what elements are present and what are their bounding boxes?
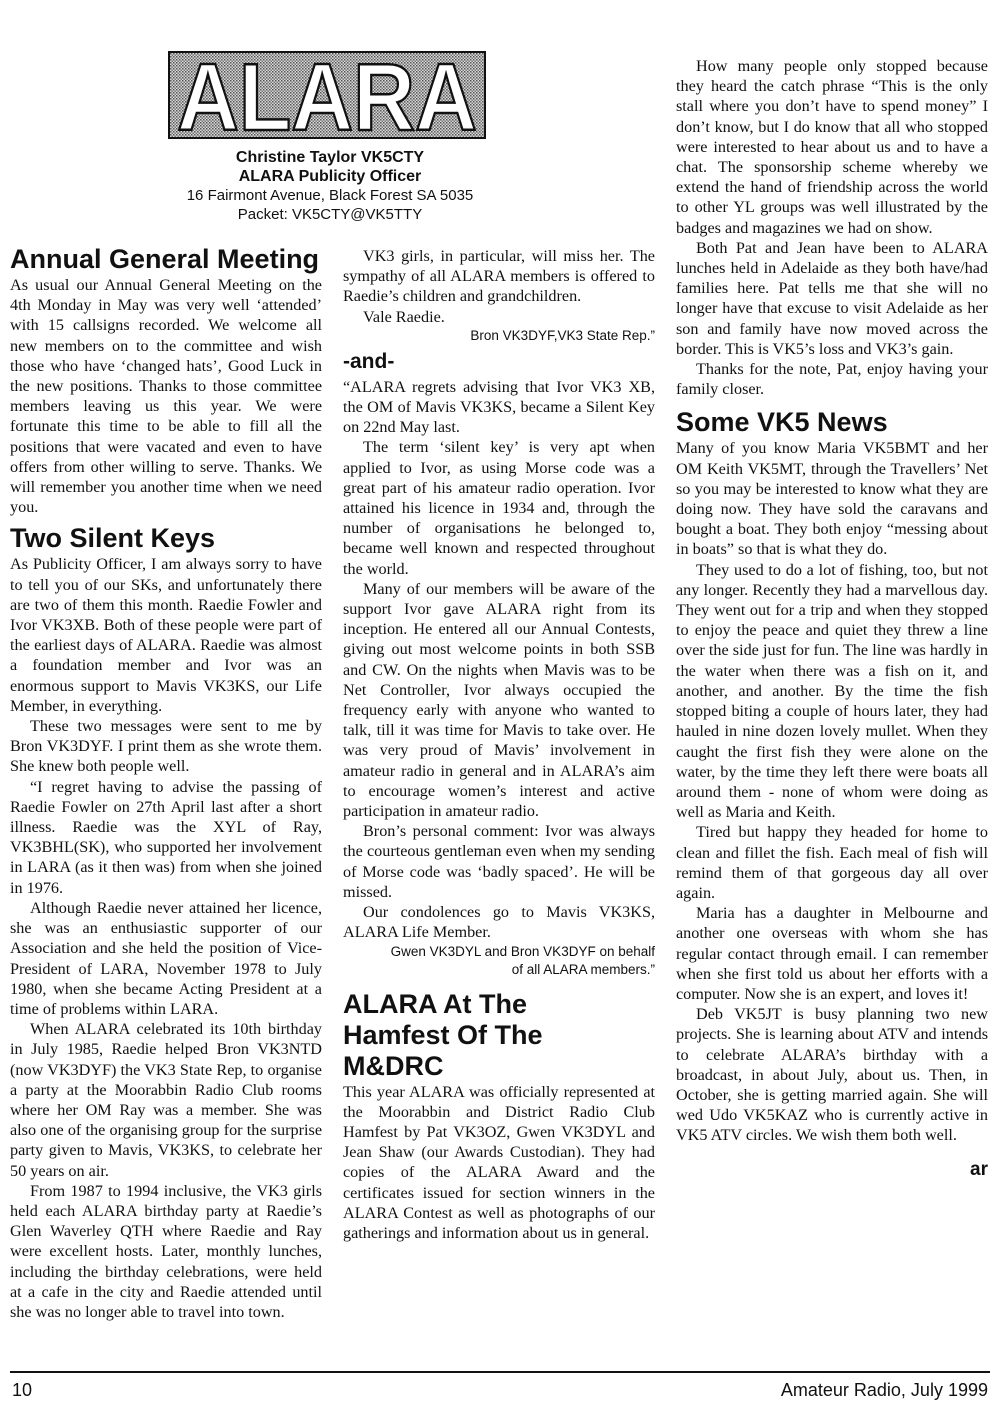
end-mark: ar xyxy=(970,1158,988,1180)
sk-paragraph: Vale Raedie. xyxy=(363,307,445,326)
sk-paragraph: The term ‘silent key’ is very apt when applied to Ivor, as using Morse code was a great part of his amateur radio operation. Ivor attained his licence in 1934 and, through the number of organisations he belonged to, became well known and respected throughout the world. xyxy=(343,438,655,578)
sk-paragraph: Bron’s personal comment: Ivor was always the courteous gentleman even when my sending of Morse code was ‘badly spaced’. He will be missed. xyxy=(343,822,655,901)
column-1 xyxy=(10,244,322,1322)
author-packet: Packet: VK5CTY@VK5TTY xyxy=(237,206,423,223)
sk-paragraph: Our condolences go to Mavis VK3KS, ALARA Life Member. xyxy=(343,903,655,942)
vk5-paragraph: Many of you know Maria VK5BMT and her OM Keith VK5MT, through the Travellers’ Net so you may be interested to know what they are doing now. They have sold the caravans and bought a boat. They both enjoy “messing about in boats” so that is what they do. xyxy=(676,439,988,559)
vk5-paragraph: They used to do a lot of fishing, too, but not any longer. Recently they had a marvellous day. They went out for a trip and when they stopped to enjoy the peace and quiet they threw a line over the side just for fun. The line was hardly in the water when there was a fish on it, and another, and another. By the time the fish stopped biting a couple of hours later, they had hauled in nine dozen lovely mullet. When they caught the first fish they were alone on the water, by the time they left there were boats all around them - none of whom were doing as well as Maria and Keith. xyxy=(676,560,988,822)
vk5-news-heading: Some VK5 News xyxy=(676,407,888,438)
page-number: 10 xyxy=(12,1380,33,1400)
sk-paragraph: Many of our members will be aware of the support Ivor gave ALARA right from its inception. He entered all our Annual Contests, giving out most welcome points in both SSB and CW. On the nights when Mavis was to be Net Controller, Ivor always occupied the frequency early with anyone who wanted to talk, till it was time for Mavis to take over. He was very proud of Mavis’ involvement in amateur radio in general and in ALARA’s aim to encourage women’s interest and active participation in amateur radio. xyxy=(343,579,655,821)
sk-paragraph: VK3 girls, in particular, will miss her. The sympathy of all ALARA members is offered to Raedie’s children and grandchildren. xyxy=(343,247,655,306)
signature: of all ALARA members.” xyxy=(511,961,655,977)
column-2 xyxy=(343,246,655,1243)
alara-logo-graphic xyxy=(167,44,487,144)
author-name: Christine Taylor VK5CTY xyxy=(235,149,425,166)
agm-heading: Annual General Meeting xyxy=(10,244,320,274)
column-3 xyxy=(676,56,988,1180)
sk-paragraph: These two messages were sent to me by Bron VK3DYF. I print them as she wrote them. She knew both people well. xyxy=(10,717,322,776)
sk-paragraph: “I regret having to advise the passing of Raedie Fowler on 27th April last after a short illness. Raedie was the XYL of Ray, VK3BHL(SK), who supported her involvement in LARA (as it then was) from when she joined in 1976. xyxy=(10,777,322,897)
sk-paragraph: When ALARA celebrated its 10th birthday in July 1985, Raedie helped Bron VK3NTD (now VK3DYF) the VK3 State Rep, to organise a party at the Moorabbin Radio Club rooms where her OM Ray was a member. She was also one of the organising group for the surprise party given to Mavis, VK3KS, to celebrate her 50 years on air. xyxy=(10,1020,322,1180)
hamfest-paragraph: How many people only stopped because they heard the catch phrase “This is the only stall where you don’t have to spend money” I don’t know, but I do know that all who stopped were interested to hear about us and to have a chat. The sponsorship scheme whereby we extend the hand of friendship across the world to other YL groups was well illustrated by the badges and magazines we had on show. xyxy=(676,57,988,237)
alara-logo xyxy=(167,44,487,144)
hamfest-paragraph: This year ALARA was officially represented at the Moorabbin and District Radio Club Hamfest by Pat VK3OZ, Gwen VK3DYL and Jean Shaw (our Awards Custodian). They had copies of the ALARA Award and the certificates issued for section winners in the ALARA Contest as well as photographs of our gatherings and information about us in general. xyxy=(343,1082,655,1242)
agm-paragraph: As usual our Annual General Meeting on the 4th Monday in May was very well ‘attended’ with 15 callsigns recorded. We welcome all new members on to the committee and wish those who have ‘changed hats’, Good Luck in the new positions. Thanks to those committee members leaving us this year. We were fortunate this time to be able to fill all the positions that were vacated and even to have offers from other willing to serve. Thanks. We will remember you another time when we need you. xyxy=(10,276,322,517)
publication-name: Amateur Radio, July 1999 xyxy=(780,1380,988,1400)
signature: Gwen VK3DYL and Bron VK3DYF on behalf xyxy=(390,943,655,959)
vk5-paragraph: Tired but happy they headed for home to clean and fillet the fish. Each meal of fish will remind them of that gorgeous day all over again. xyxy=(676,823,988,902)
author-address: 16 Fairmont Avenue, Black Forest SA 5035 xyxy=(186,187,474,204)
hamfest-paragraph: Both Pat and Jean have been to ALARA lunches held in Adelaide as they both have/had families here. Pat tells me that she will no longer have that excuse to visit Adelaide as her son and family have now moved across the border. This is VK5’s loss and VK3’s gain. xyxy=(676,238,988,358)
sk-paragraph: From 1987 to 1994 inclusive, the VK3 girls held each ALARA birthday party at Raedie’s Glen Waverley QTH where Raedie and Ray were excellent hosts. Later, monthly lunches, including the birthday celebrations, were held at a cafe in the city and Raedie attended until she was no longer able to travel into town. xyxy=(10,1181,322,1321)
signature: Bron VK3DYF,VK3 State Rep.” xyxy=(470,327,655,343)
svg-text:ALARA: ALARA xyxy=(177,44,477,144)
sk-paragraph: “ALARA regrets advising that Ivor VK3 XB, the OM of Mavis VK3KS, became a Silent Key on 22nd May last. xyxy=(343,377,655,437)
silent-keys-heading: Two Silent Keys xyxy=(10,523,216,554)
footer-rule xyxy=(10,1371,990,1373)
author-role: ALARA Publicity Officer xyxy=(238,168,422,185)
and-separator: -and- xyxy=(343,349,395,373)
sk-paragraph: Although Raedie never attained her licence, she was an enthusiastic supporter of our Association and she held the position of Vice-President of LARA, November 1978 to July 1980, when she became Acting President at a time of problems within LARA. xyxy=(10,898,322,1018)
sk-paragraph: As Publicity Officer, I am always sorry to have to tell you of our SKs, and unfortunately there are two of them this month. Raedie Fowler and Ivor VK3XB. Both of these people were part of the earliest days of ALARA. Raedie was almost a foundation member and Ivor was an enormous support to Mavis VK3KS, our Life Member, in everything. xyxy=(10,555,322,715)
author-byline xyxy=(150,148,510,224)
vk5-paragraph: Deb VK5JT is busy planning two new projects. She is learning about ATV and intends to celebrate ALARA’s birthday with a broadcast, in about July, about us. Then, in October, she is getting married again. She will wed Udo VK5KAZ who is currently active in VK5 ATV circles. We wish them both well. xyxy=(676,1005,988,1145)
hamfest-paragraph: Thanks for the note, Pat, enjoy having your family closer. xyxy=(676,360,988,399)
hamfest-heading: ALARA At The Hamfest Of The M&DRC xyxy=(343,988,543,1081)
vk5-paragraph: Maria has a daughter in Melbourne and another one overseas with whom she has regular contact through email. I can remember when she first told us about her efforts with a computer. Now she is an expert, and loves it! xyxy=(676,904,988,1003)
